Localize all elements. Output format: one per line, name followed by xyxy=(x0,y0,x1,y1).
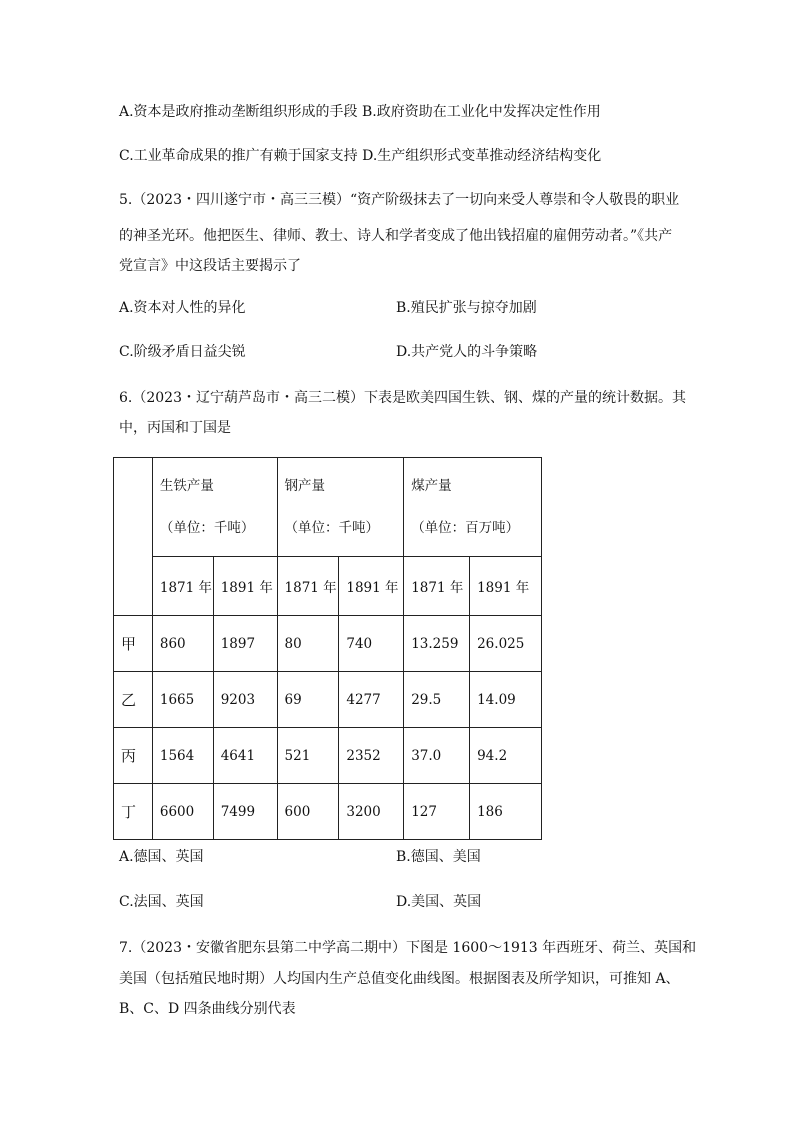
q7-stem-line-1: 7.（2023・安徽省肥东县第二中学高二期中）下图是 1600～1913 年西班牙、荷兰、英国和 xyxy=(119,940,697,956)
q5-option-d: D.共产党人的斗争策略 xyxy=(396,344,538,360)
header-coal-name: 煤产量 xyxy=(411,478,452,494)
table-cell: 2352 xyxy=(339,728,404,784)
table-cell: 600 xyxy=(277,784,339,840)
year-header: 1891 年 xyxy=(470,557,542,616)
table-cell: 26.025 xyxy=(470,616,542,672)
year-header: 1871 年 xyxy=(152,557,213,616)
q5-option-c: C.阶级矛盾日益尖锐 xyxy=(119,344,246,360)
table-cell: 740 xyxy=(339,616,404,672)
q6-option-d: D.美国、英国 xyxy=(396,894,482,910)
row-label: 甲 xyxy=(114,616,153,672)
q5-option-a: A.资本对人性的异化 xyxy=(119,300,246,316)
row-label: 丙 xyxy=(114,728,153,784)
year-header: 1871 年 xyxy=(404,557,470,616)
header-pig-iron-unit: （单位：千吨） xyxy=(159,520,255,536)
q6-option-a: A.德国、英国 xyxy=(119,849,204,865)
q5-stem-line-2: 的神圣光环。他把医生、律师、教士、诗人和学者变成了他出钱招雇的雇佣劳动者。”《共产 xyxy=(119,228,673,244)
q5-stem-line-1: 5.（2023・四川遂宁市・高三三模）“资产阶级抹去了一切向来受人尊崇和令人敬畏的职业 xyxy=(119,192,680,208)
q6-stem-line-1: 6.（2023・辽宁葫芦岛市・高三二模）下表是欧美四国生铁、钢、煤的产量的统计数据。其 xyxy=(119,390,686,406)
table-cell: 860 xyxy=(152,616,213,672)
table-cell: 4641 xyxy=(213,728,277,784)
table-cell: 9203 xyxy=(213,672,277,728)
header-coal-unit: （单位：百万吨） xyxy=(411,520,520,536)
q4-options-line-2: C.工业革命成果的推广有赖于国家支持 D.生产组织形式变革推动经济结构变化 xyxy=(119,148,602,164)
table-cell: 1665 xyxy=(152,672,213,728)
year-header: 1871 年 xyxy=(277,557,339,616)
year-header: 1891 年 xyxy=(213,557,277,616)
q7-stem-line-3: B、C、D 四条曲线分别代表 xyxy=(119,1001,296,1017)
table-row xyxy=(114,728,542,784)
q5-stem-line-3: 党宣言》中这段话主要揭示了 xyxy=(119,258,301,274)
table-cell: 4277 xyxy=(339,672,404,728)
table-cell: 1897 xyxy=(213,616,277,672)
table-cell: 521 xyxy=(277,728,339,784)
table-cell: 1564 xyxy=(152,728,213,784)
header-pig-iron xyxy=(152,458,277,557)
table-row xyxy=(114,784,542,840)
header-steel-name: 钢产量 xyxy=(284,478,326,494)
header-steel-unit: （单位：千吨） xyxy=(284,520,380,536)
q6-option-b: B.德国、美国 xyxy=(396,849,481,865)
row-label: 乙 xyxy=(114,672,153,728)
q7-stem-line-2: 美国（包括殖民地时期）人均国内生产总值变化曲线图。根据图表及所学知识，可推知 A、 xyxy=(119,971,680,987)
table-cell: 3200 xyxy=(339,784,404,840)
table-row xyxy=(114,672,542,728)
header-steel xyxy=(277,458,404,557)
table-cell: 80 xyxy=(277,616,339,672)
table-cell: 6600 xyxy=(152,784,213,840)
table-cell: 186 xyxy=(470,784,542,840)
table-cell: 94.2 xyxy=(470,728,542,784)
table-cell: 7499 xyxy=(213,784,277,840)
table-cell: 127 xyxy=(404,784,470,840)
production-table xyxy=(113,457,542,840)
year-header: 1891 年 xyxy=(339,557,404,616)
table-row xyxy=(114,616,542,672)
table-cell: 29.5 xyxy=(404,672,470,728)
q6-stem-line-2: 中，丙国和丁国是 xyxy=(119,420,231,436)
table-corner-cell xyxy=(114,458,153,616)
table-cell: 14.09 xyxy=(470,672,542,728)
header-coal xyxy=(404,458,542,557)
table-cell: 13.259 xyxy=(404,616,470,672)
header-pig-iron-name: 生铁产量 xyxy=(159,478,214,494)
table-cell: 37.0 xyxy=(404,728,470,784)
q5-option-b: B.殖民扩张与掠夺加剧 xyxy=(396,300,537,316)
q6-option-c: C.法国、英国 xyxy=(119,894,204,910)
q4-options-line-1: A.资本是政府推动垄断组织形成的手段 B.政府资助在工业化中发挥决定性作用 xyxy=(119,104,601,120)
row-label: 丁 xyxy=(114,784,153,840)
table-cell: 69 xyxy=(277,672,339,728)
